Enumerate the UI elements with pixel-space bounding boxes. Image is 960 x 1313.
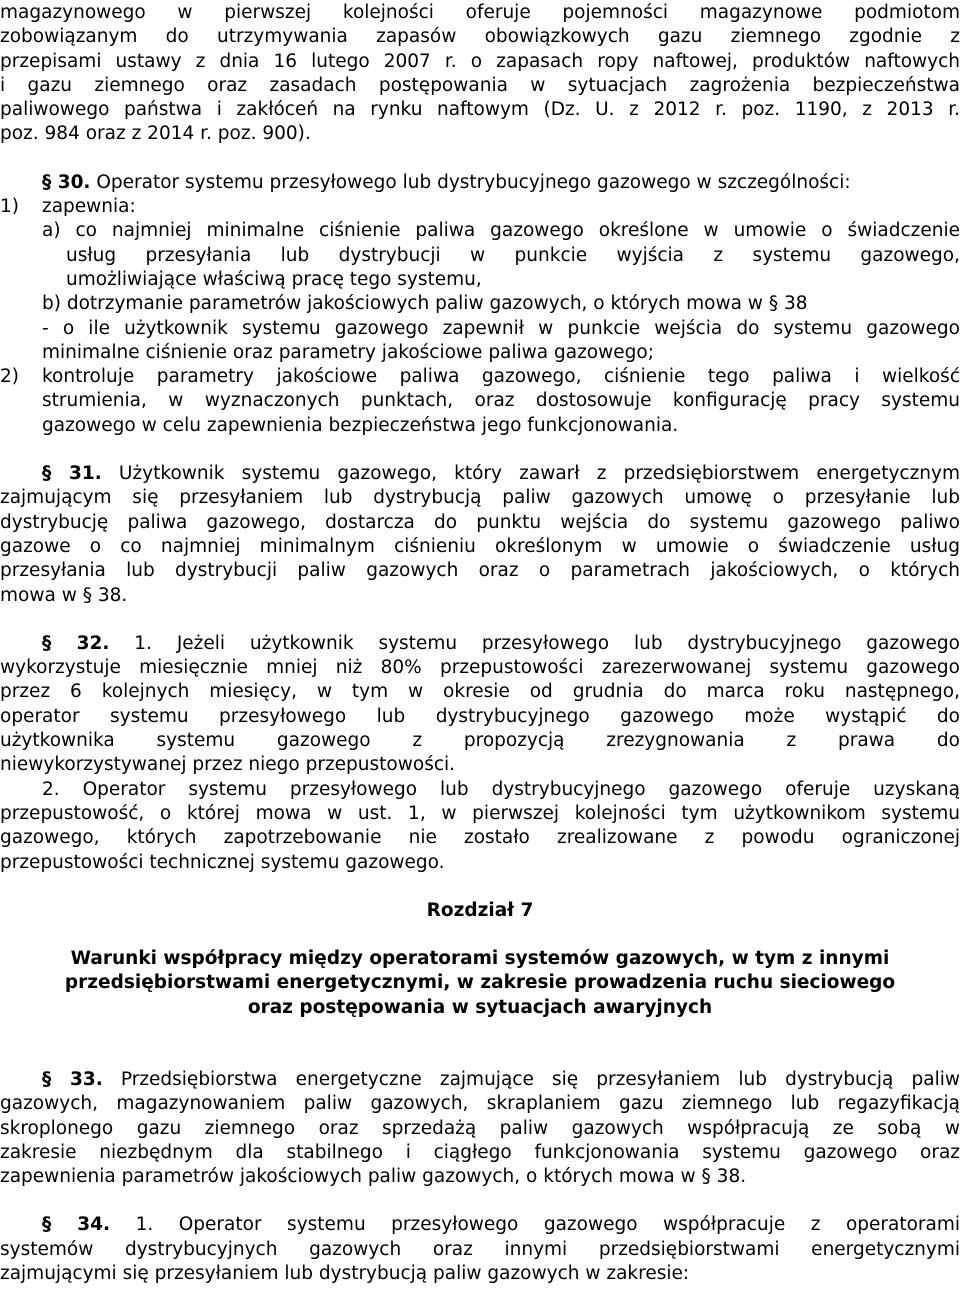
text-line: paliwowego państwa i zakłóceń na rynku naftowym (Dz. U. z 2012 r. poz. 1190, z 2013 r. [0, 99, 960, 121]
section-marker: § 34. [42, 1214, 111, 1236]
list-number: 1) [0, 196, 19, 218]
section-34 [0, 1213, 960, 1286]
text-line: kontroluje parametry jakościowe paliwa gazowego, ciśnienie tego paliwa i wielkość [42, 366, 960, 388]
text-line: niewykorzystywanej przez niego przepustowości. [0, 754, 456, 776]
text-line: 2. Operator systemu przesyłowego lub dystrybucyjnego gazowego oferuje uzyskaną [42, 778, 960, 800]
text-line: systemów dystrybucyjnych gazowych oraz innymi przedsiębiorstwami energetycznymi [0, 1238, 960, 1260]
text-line [0, 1068, 960, 1092]
text-line: dystrybucję paliwa gazowego, dostarcza do punktu wejścia do systemu gazowego paliwo [0, 511, 960, 533]
list-item [0, 365, 960, 438]
text-line: poz. 984 oraz z 2014 r. poz. 900). [0, 123, 311, 145]
section-marker: § 32. [42, 632, 110, 654]
text-line: usług przesyłania lub dystrybucji w punkcie wyjścia z systemu gazowego, [66, 244, 960, 266]
text-line: - o ile użytkownik systemu gazowego zapewnił w punkcie wejścia do systemu gazowego [42, 317, 960, 339]
text-span: 1. Operator systemu przesyłowego gazowego współpracuje z operatorami [110, 1214, 960, 1236]
text-line [0, 584, 960, 608]
text-line: przepustowość, o której mowa w ust. 1, w pierwszej kolejności tym użytkownikom systemu [0, 802, 960, 824]
list-text: zapewnia: [42, 196, 136, 218]
chapter-title-line: przedsiębiorstwami energetycznymi, w zakresie prowadzenia ruchu sieciowego [64, 972, 896, 994]
section-marker: § 31. [42, 463, 102, 485]
text-line: a) co najmniej minimalne ciśnienie paliwa gazowego określone w umowie o świadczenie [42, 220, 960, 242]
text-line: gazowych, magazynowaniem paliw gazowych, skraplaniem gazu ziemnego lub regazyfikacją [0, 1093, 960, 1115]
section-30 [0, 171, 960, 438]
section-marker: § 33. [42, 1068, 103, 1090]
text-line [0, 1165, 960, 1189]
text-line: magazynowego w pierwszej kolejności oferuje pojemności magazynowe podmiotom [0, 2, 960, 23]
text-line: przepisami ustawy z dnia 16 lutego 2007 r. o zapasach ropy naftowej, produktów naftowych [0, 50, 960, 72]
section-32 [0, 632, 960, 875]
section-lead-text: Operator systemu przesyłowego lub dystrybucyjnego gazowego w szczególności: [90, 171, 851, 193]
sub-item-a [0, 219, 960, 292]
text-line: przesyłania lub dystrybucji paliw gazowych oraz o parametrach jakościowych, o których [0, 560, 960, 582]
text-span: mowa w [0, 584, 83, 606]
intro-paragraph [0, 1, 960, 147]
text-line: przez 6 kolejnych miesięcy, w tym w okresie od grudnia do marca roku następnego, [0, 681, 960, 703]
text-span: b) dotrzymanie parametrów jakościowych paliw gazowych, o których mowa w [42, 293, 769, 315]
chapter-heading [0, 899, 960, 1020]
text-line: skroplonego gazu ziemnego oraz sprzedażą paliw gazowych współpracują ze sobą w [0, 1117, 960, 1139]
section-reference: § 38. [701, 1166, 747, 1188]
text-line: operator systemu przesyłowego lub dystrybucyjnego gazowego może wystąpić do [0, 705, 960, 727]
section-lead [0, 171, 960, 195]
text-line: zajmującymi się przesyłaniem lub dystrybucją paliw gazowych w zakresie: [0, 1263, 690, 1285]
section-31 [0, 462, 960, 608]
text-span: Użytkownik systemu gazowego, który zawarł z przedsiębiorstwem energetycznym [101, 463, 960, 485]
section-reference: § 38. [82, 584, 128, 606]
section-reference: § 38 [768, 293, 808, 315]
text-line: zakresie niezbędnym dla stabilnego i ciągłego funkcjonowania systemu gazowego oraz [0, 1141, 960, 1163]
text-line: użytkownika systemu gazowego z propozycją zrezygnowania z prawa do [0, 730, 960, 752]
text-line: strumienia, w wyznaczonych punktach, oraz dostosowuje konfigurację pracy systemu [42, 390, 960, 412]
text-line: gazowego, których zapotrzebowanie nie zostało zrealizowane z powodu ograniczonej [0, 827, 960, 849]
text-line: minimalne ciśnienie oraz parametry jakościowe paliwa gazowego; [42, 341, 654, 363]
text-line [42, 292, 960, 316]
text-line: i gazu ziemnego oraz zasadach postępowania w sytuacjach zagrożenia bezpieczeństwa [0, 74, 960, 96]
section-marker: § 30. [42, 171, 91, 193]
text-line: zobowiązanym do utrzymywania zapasów obowiązkowych gazu ziemnego zgodnie z [0, 26, 960, 48]
text-line [0, 1213, 960, 1237]
text-line: wykorzystuje miesięcznie mniej niż 80% przepustowości zarezerwowanej systemu gazowego [0, 657, 960, 679]
sub-item-b [0, 292, 960, 365]
text-line: gazowe o co najmniej minimalnym ciśnieniu określonym w umowie o świadczenie usług [0, 535, 960, 557]
chapter-title-line: oraz postępowania w sytuacjach awaryjnych [247, 996, 713, 1018]
text-line [0, 462, 960, 486]
chapter-title-line: Warunki współpracy między operatorami systemów gazowych, w tym z innymi [70, 948, 890, 970]
text-line [0, 632, 960, 656]
text-line: przepustowości technicznej systemu gazowego. [0, 851, 445, 873]
text-span: Przedsiębiorstwa energetyczne zajmujące się przesyłaniem lub dystrybucją paliw [102, 1068, 960, 1090]
section-33 [0, 1068, 960, 1189]
text-line: umożliwiające właściwą pracę tego systemu, [66, 268, 482, 290]
text-line: zajmującym się przesyłaniem lub dystrybucją paliw gazowych umowę o przesyłanie lub [0, 487, 960, 509]
text-line: gazowego w celu zapewnienia bezpieczeństwa jego funkcjonowania. [42, 414, 679, 436]
list-item [0, 195, 960, 219]
text-span: 1. Jeżeli użytkownik systemu przesyłowego lub dystrybucyjnego gazowego [109, 632, 960, 654]
text-span: zapewnienia parametrów jakościowych paliw gazowych, o których mowa w [0, 1166, 702, 1188]
list-number: 2) [0, 366, 19, 388]
chapter-number: Rozdział 7 [426, 899, 534, 921]
